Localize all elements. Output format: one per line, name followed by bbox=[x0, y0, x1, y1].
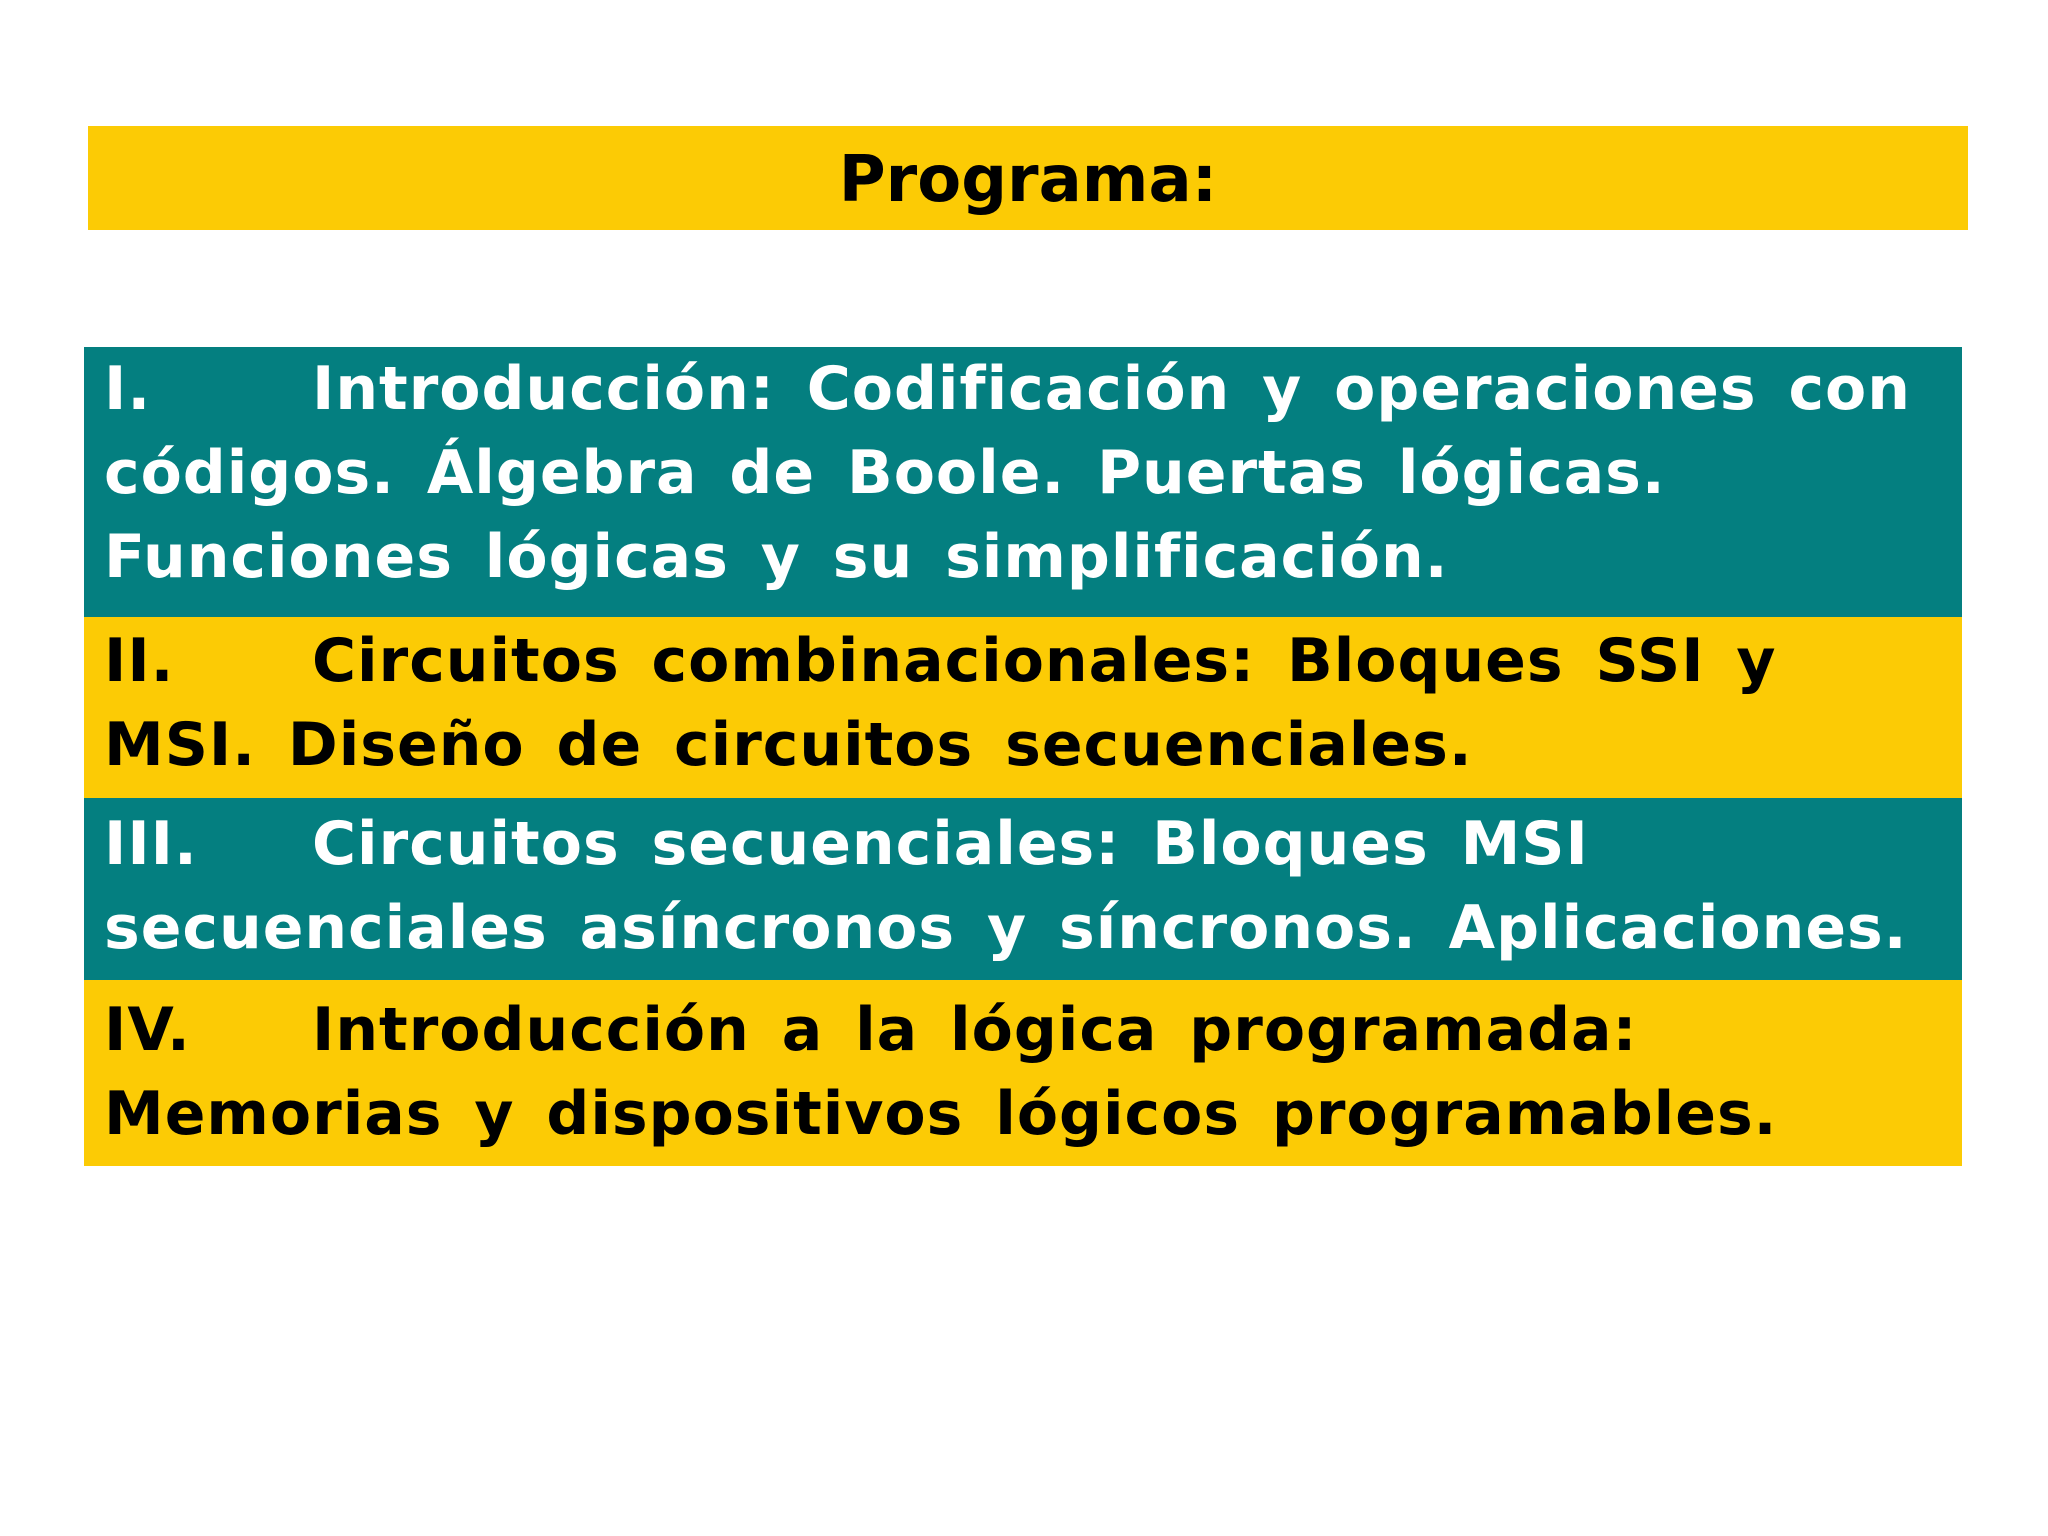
title-banner bbox=[88, 126, 1968, 230]
topic-item-4 bbox=[84, 980, 1962, 1166]
topic-text: Circuitos combinacionales: Bloques SSI y MSI. Diseño de circuitos secuenciales. bbox=[104, 626, 1777, 780]
topic-text: Introducción a la lógica programada: Memorias y dispositivos lógicos programables. bbox=[104, 995, 1778, 1149]
topic-numeral: I. bbox=[104, 354, 152, 424]
topic-item-1 bbox=[84, 347, 1962, 617]
topic-numeral: IV. bbox=[104, 995, 191, 1065]
topic-numeral: II. bbox=[104, 626, 175, 696]
page-title: Programa: bbox=[838, 143, 1218, 217]
topic-list bbox=[84, 347, 1962, 1166]
topic-item-2 bbox=[84, 617, 1962, 798]
topic-text: Introducción: Codificación y operaciones con códigos. Álgebra de Boole. Puertas lógicas. Funciones lógicas y su simplificación. bbox=[104, 354, 1911, 592]
topic-item-3 bbox=[84, 798, 1962, 980]
topic-numeral: III. bbox=[104, 809, 198, 879]
topic-text: Circuitos secuenciales: Bloques MSI secuenciales asíncronos y síncronos. Aplicaciones. bbox=[104, 809, 1908, 963]
